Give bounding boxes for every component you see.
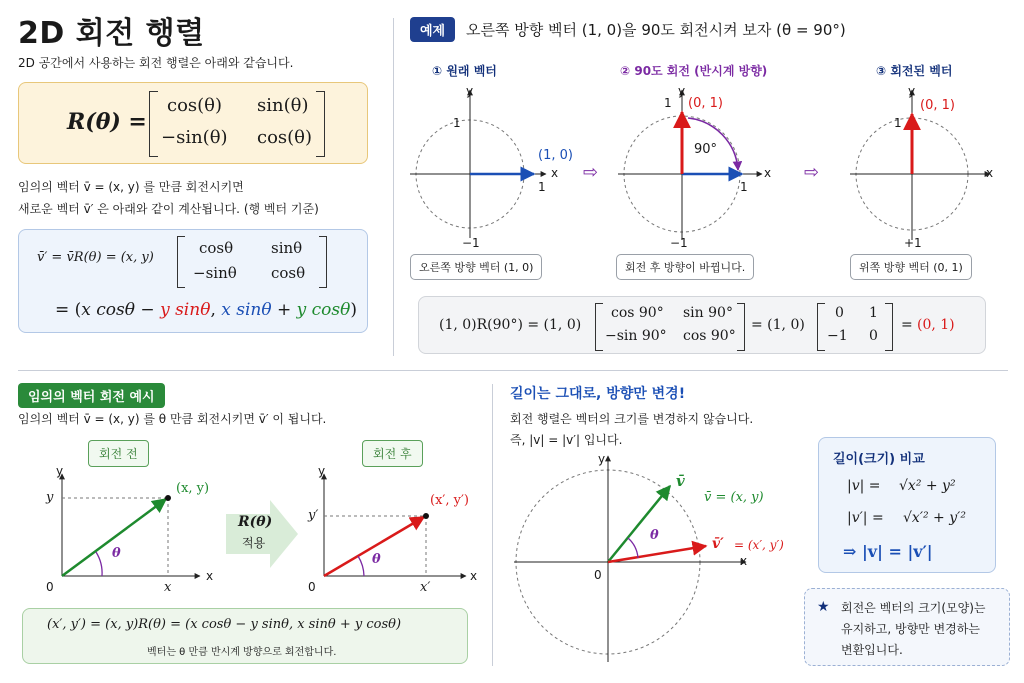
step-arrow-2: ⇨ <box>804 162 820 183</box>
length-v-eq: v̄ = (x, y) <box>704 490 764 505</box>
ex-m1-a: cos 90° <box>611 305 664 321</box>
step-arrow-1: ⇨ <box>583 162 599 183</box>
step3-caption: 위쪽 방향 벡터 (0, 1) <box>850 254 972 280</box>
matrix-cell-a: cos(θ) <box>167 95 223 116</box>
calc-result: = (x cosθ − y sinθ, x sinθ + y cosθ) <box>55 300 358 320</box>
before-axis-y: y <box>56 464 64 478</box>
apply-label-1: R(θ) <box>238 514 273 530</box>
step2-title: ② 90도 회전 (반시계 방향) <box>620 64 768 78</box>
note-line-3: 변환입니다. <box>841 643 903 657</box>
arbitrary-formula-note: 벡터는 θ 만큼 반시계 방향으로 회전합니다. <box>147 647 337 658</box>
compare-box <box>818 437 996 573</box>
compare-row2-lhs: |v′| = <box>847 510 884 526</box>
vector-v-prime <box>608 546 706 562</box>
length-origin: 0 <box>594 568 602 582</box>
ex-m2-c: −1 <box>827 328 848 344</box>
after-label: 회전 후 <box>362 440 423 467</box>
d3-tick-y1: 1 <box>894 116 902 130</box>
length-axis-x: x <box>740 554 748 568</box>
after-axis-y: y <box>318 464 326 478</box>
after-axis-x: x <box>470 569 478 583</box>
calc-lhs: v̄′ = v̄R(θ) = (x, y) <box>37 250 154 265</box>
rotation-matrix-lhs: R(θ) = <box>67 109 147 135</box>
rotation-matrix-box <box>18 82 368 164</box>
note-box <box>804 588 1010 666</box>
note-line-1: 회전은 벡터의 크기(모양)는 <box>841 601 986 615</box>
example-heading: 오른쪽 방향 벡터 (1, 0)을 90도 회전시켜 보자 (θ = 90°) <box>466 21 846 39</box>
example-calc-lhs: (1, 0)R(90°) = (1, 0) <box>439 317 582 333</box>
d2-point-label: (0, 1) <box>688 96 723 111</box>
intro-text: 2D 공간에서 사용하는 회전 행렬은 아래와 같습니다. <box>18 56 294 70</box>
diagram-original-vector <box>410 90 546 238</box>
rotation-matrix <box>149 91 325 155</box>
separator-vertical-top <box>393 18 394 356</box>
d2-tick-x1: 1 <box>740 180 748 194</box>
length-line-1: 회전 행렬은 벡터의 크기를 변경하지 않습니다. <box>510 412 754 426</box>
apply-label-2: 적용 <box>242 536 266 550</box>
compare-title: 길이(크기) 비교 <box>833 452 925 467</box>
ex-m1-b: sin 90° <box>683 305 733 321</box>
length-theta: θ <box>650 528 659 543</box>
before-tick-x: x <box>164 580 172 595</box>
arbitrary-desc: 임의의 벡터 v̄ = (x, y) 를 θ 만큼 회전시키면 v̄′ 이 됩니다. <box>18 412 327 426</box>
d1-point-label: (1, 0) <box>538 148 573 163</box>
compare-row1-rhs: √x² + y² <box>899 478 956 494</box>
before-label: 회전 전 <box>88 440 149 467</box>
calc-cell-b: sinθ <box>271 239 303 257</box>
d1-axis-y: y <box>466 84 474 98</box>
before-tick-y: y <box>46 490 54 505</box>
star-icon: ★ <box>817 599 830 615</box>
step3-title: ③ 회전된 벡터 <box>876 64 953 78</box>
d3-point-label: (0, 1) <box>920 98 955 113</box>
ex-m1-d: cos 90° <box>683 328 736 344</box>
d2-angle-label: 90° <box>694 142 718 157</box>
calc-cell-d: cosθ <box>271 264 306 282</box>
calc-cell-c: −sinθ <box>193 264 237 282</box>
d2-tick-m1: −1 <box>670 236 688 250</box>
length-vp-eq: = (x′, y′) <box>734 538 784 552</box>
length-heading: 길이는 그대로, 방향만 변경! <box>510 386 686 402</box>
ex-m2-b: 1 <box>869 305 878 321</box>
d2-axis-x: x <box>764 166 772 180</box>
arbitrary-formula-box <box>22 608 468 664</box>
compare-conclusion: ⇒ |v| = |v′| <box>843 542 933 561</box>
after-tick-y: y′ <box>308 508 319 523</box>
page-title: 2D 회전 행렬 <box>18 16 205 51</box>
example-matrix-2 <box>817 303 893 349</box>
before-axis-x: x <box>206 569 214 583</box>
compare-row1-lhs: |v| = <box>847 478 881 494</box>
after-origin: 0 <box>308 580 316 594</box>
desc-line-1: 임의의 벡터 v̄ = (x, y) 를 만큼 회전시키면 <box>18 180 244 194</box>
after-point-label: (x′, y′) <box>430 493 469 508</box>
ex-m2-d: 0 <box>869 328 878 344</box>
d3-tick-p1: +1 <box>904 236 922 250</box>
separator-vertical-bottom <box>492 384 493 666</box>
example-calc-result: (0, 1) <box>917 317 955 333</box>
example-calc-eq: = <box>901 317 913 333</box>
arbitrary-diagrams <box>30 460 480 600</box>
length-v-label: v̄ <box>676 472 685 490</box>
calc-box <box>18 229 368 333</box>
calc-cell-a: cosθ <box>199 239 234 257</box>
vector-before <box>62 499 166 576</box>
diagram-rotation <box>618 90 762 240</box>
desc-line-2: 새로운 벡터 v̄′ 은 아래와 같이 계산됩니다. (행 벡터 기준) <box>18 202 319 216</box>
d2-tick-y1: 1 <box>664 96 672 110</box>
step1-title: ① 원래 벡터 <box>432 64 497 78</box>
example-calc-mid: = (1, 0) <box>751 317 805 333</box>
example-tag: 예제 <box>410 17 455 42</box>
d1-tick-y1: 1 <box>453 116 461 130</box>
note-line-2: 유지하고, 방향만 변경하는 <box>841 622 980 636</box>
before-point-label: (x, y) <box>176 481 210 496</box>
arbitrary-tag: 임의의 벡터 회전 예시 <box>18 383 165 408</box>
vector-after <box>324 517 424 576</box>
step2-caption: 회전 후 방향이 바뀝니다. <box>616 254 754 280</box>
after-theta: θ <box>372 552 381 567</box>
example-matrix-1 <box>595 303 745 349</box>
arbitrary-formula: (x′, y′) = (x, y)R(θ) = (x cosθ − y sinθ, x sinθ + y cosθ) <box>47 617 402 632</box>
before-origin: 0 <box>46 580 54 594</box>
d1-axis-x: x <box>551 166 559 180</box>
vector-v <box>608 486 670 562</box>
d3-axis-y: y <box>908 84 916 98</box>
example-calc-box <box>418 296 986 354</box>
before-theta: θ <box>112 546 121 561</box>
calc-matrix <box>177 236 327 286</box>
matrix-cell-b: sin(θ) <box>257 95 309 116</box>
d1-tick-m1: −1 <box>462 236 480 250</box>
ex-m1-c: −sin 90° <box>605 328 667 344</box>
compare-row2-rhs: √x′² + y′² <box>903 510 966 526</box>
length-axis-y: y <box>598 452 606 466</box>
matrix-cell-c: −sin(θ) <box>161 127 228 148</box>
after-tick-x: x′ <box>420 580 431 595</box>
length-diagram <box>510 446 810 670</box>
length-line-2: 즉, |v| = |v′| 입니다. <box>510 433 623 447</box>
matrix-cell-d: cos(θ) <box>257 127 313 148</box>
ex-m2-a: 0 <box>835 305 844 321</box>
length-vp-label: v̄′ <box>712 536 724 552</box>
d2-axis-y: y <box>678 84 686 98</box>
d1-tick-x1: 1 <box>538 180 546 194</box>
d3-axis-x: x <box>986 166 994 180</box>
step1-caption: 오른쪽 방향 벡터 (1, 0) <box>410 254 542 280</box>
separator-horizontal <box>18 370 1008 371</box>
